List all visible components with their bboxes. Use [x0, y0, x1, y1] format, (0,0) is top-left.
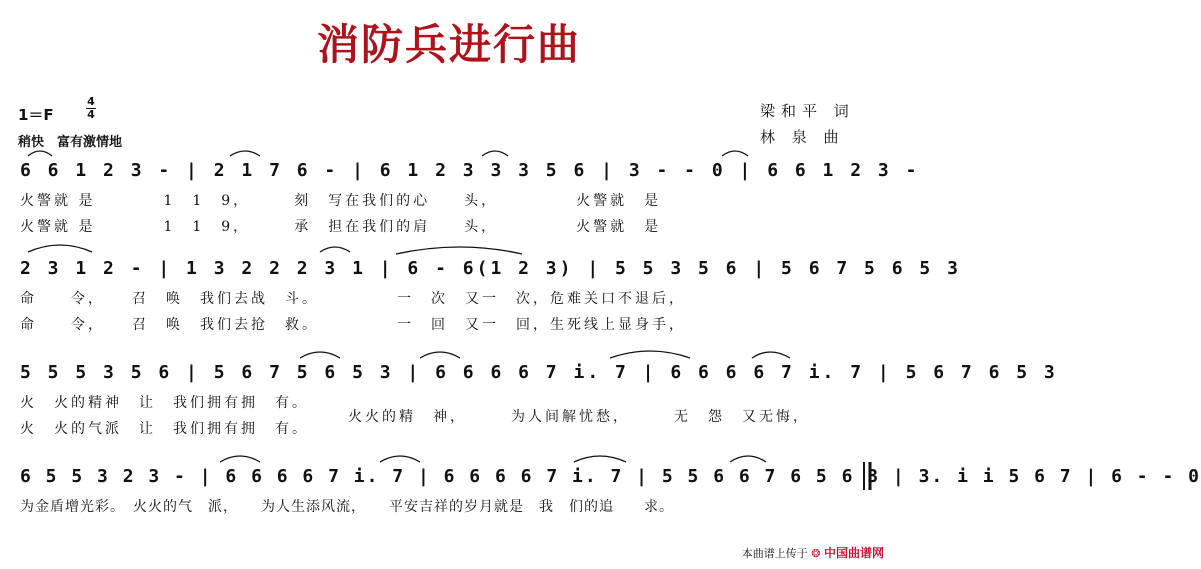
site-logo-icon: ❂ [811, 547, 821, 560]
notation-line: 5 5 5 3 5 6 | 5 6 7 5 6 5 3 | 6 6 6 6 7 i. 7 | 6 6 6 6 7 i. 7 | 5 6 7 6 5 3 [20, 362, 1058, 383]
tempo-marking: 稍快 富有激情地 [18, 135, 123, 150]
key-signature: 1＝F [18, 106, 54, 124]
composer-credit: 林 泉 曲 [760, 128, 845, 146]
lyrics-verse-1: 命 令， 召 唤 我们去战 斗。 一 次 又一 次，危难关口不退后， [20, 291, 686, 307]
time-signature-top: 4 [87, 95, 95, 108]
lyrics-verse-2: 火 火的气派 让 我们拥有拥 有。 [20, 421, 309, 437]
source-footer [742, 544, 884, 561]
time-signature-bottom: 4 [87, 108, 95, 121]
lyrics-verse-1: 火警就 是 1 1 9， 刻 写在我们的心 头， 火警就 是 [20, 193, 662, 209]
song-title: 消防兵进行曲 [316, 20, 581, 69]
score-line-2 [0, 258, 961, 348]
score-line-4 [0, 466, 1201, 556]
score-line-1 [0, 160, 920, 250]
notation-line: 6 5 5 3 2 3 - | 6 6 6 6 7 i. 7 | 6 6 6 6 7 i. 7 | 5 5 6 6 7 6 5 6 3 | 3. i i 5 6 7 | 6 - - 0 [20, 466, 1201, 487]
footer-brand: 中国曲谱网 [823, 546, 884, 560]
time-signature [86, 96, 96, 121]
lyrics-verse-1: 火 火的精神 让 我们拥有拥 有。 [20, 395, 309, 411]
lyrics-verse-2: 命 令， 召 唤 我们去抢 救。 一 回 又一 回，生死线上显身手， [20, 317, 686, 333]
lyrics-verse-2: 火警就 是 1 1 9， 承 担在我们的肩 头， 火警就 是 [20, 219, 662, 235]
notation-line: 2 3 1 2 - | 1 3 2 2 2 3 1 | 6 - 6(1 2 3) | 5 5 3 5 6 | 5 6 7 5 6 5 3 [20, 258, 961, 279]
footer-prefix: 本曲谱上传于 [741, 547, 808, 560]
notation-line: 6 6 1 2 3 - | 2 1 7 6 - | 6 1 2 3 3 3 5 6 | 3 - - 0 | 6 6 1 2 3 - [20, 160, 920, 181]
lyrics-chorus: 火火的精 神， 为人间解忧愁， 无 怨 又无悔， [348, 409, 810, 425]
score-line-3 [0, 362, 1058, 452]
lyrics-verse-1: 为金盾增光彩。 火火的气 派， 为人生添风流， 平安吉祥的岁月就是 我 们的追 求。 [20, 499, 674, 515]
lyricist-credit: 梁和平 词 [760, 102, 855, 120]
